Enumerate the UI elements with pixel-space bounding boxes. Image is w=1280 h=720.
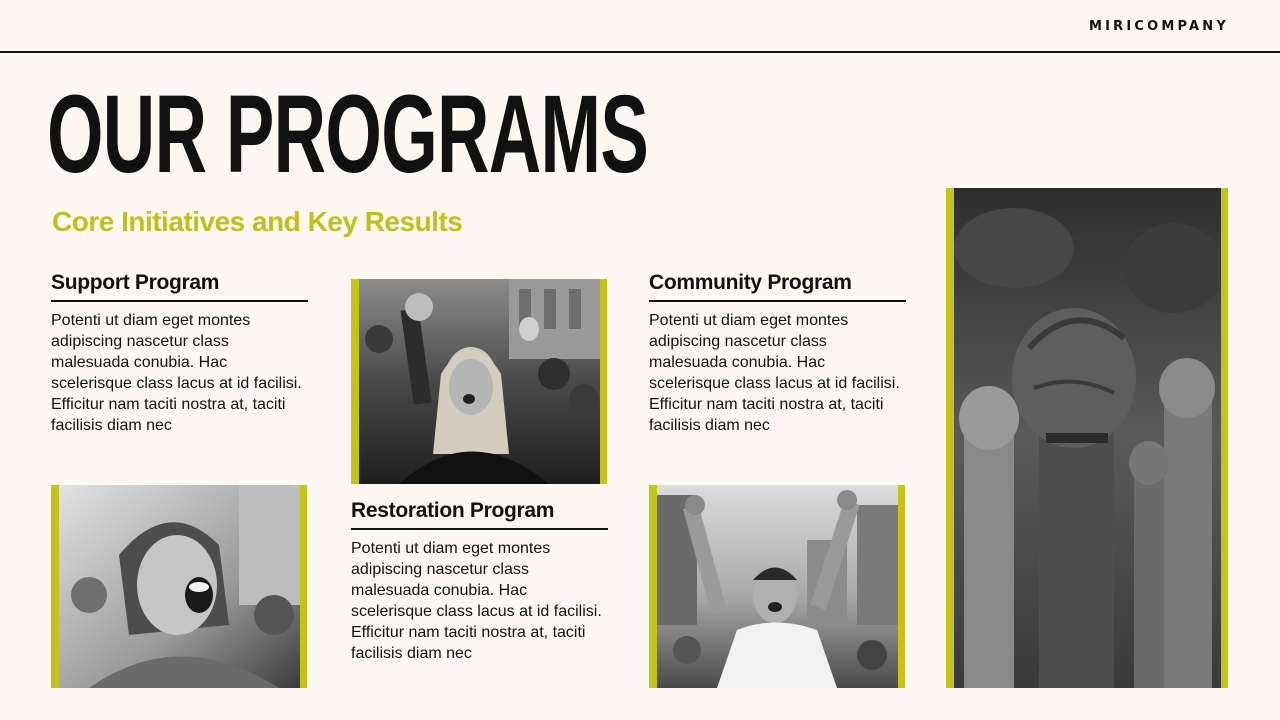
page-subtitle: Core Initiatives and Key Results [52, 206, 463, 237]
program-title: Community Program [649, 270, 906, 302]
program-description: Potenti ut diam eget montes adipiscing nascetur class malesuada conubia. Hac scelerisque class lacus at id facilisi. Efficitur nam taciti nostra at, taciti facilisis diam nec [351, 540, 602, 662]
program-community [649, 270, 906, 437]
brand-name: MIRICOMPANY [1088, 19, 1229, 34]
photo-raised-fist [946, 188, 1228, 688]
program-description: Potenti ut diam eget montes adipiscing nascetur class malesuada conubia. Hac scelerisque class lacus at id facilisi. Efficitur nam taciti nostra at, taciti facilisis diam nec [649, 312, 900, 434]
photo-protester-fist [351, 279, 607, 484]
header-divider [0, 51, 1280, 53]
program-title: Support Program [51, 270, 308, 302]
photo-woman-shouting [51, 485, 307, 688]
photo-man-cheering [649, 485, 905, 688]
program-description: Potenti ut diam eget montes adipiscing nascetur class malesuada conubia. Hac scelerisque class lacus at id facilisi. Efficitur nam taciti nostra at, taciti facilisis diam nec [51, 312, 302, 434]
program-support [51, 270, 308, 437]
program-restoration [351, 498, 608, 665]
page-title: OUR PROGRAMS [47, 73, 649, 196]
program-title: Restoration Program [351, 498, 608, 530]
